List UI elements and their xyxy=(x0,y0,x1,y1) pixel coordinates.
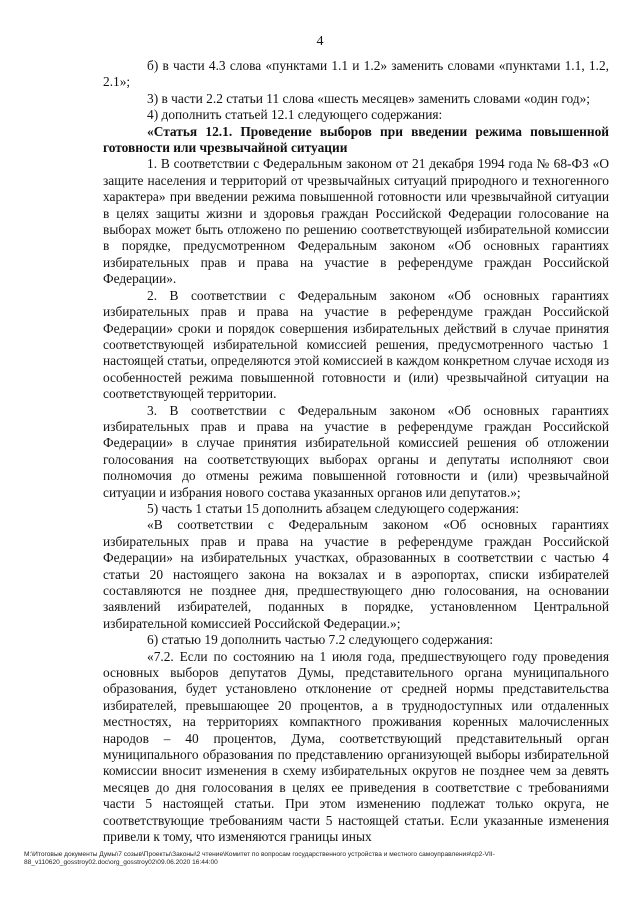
document-body xyxy=(103,58,609,846)
paragraph-4-3-amendment: б) в части 4.3 слова «пунктами 1.1 и 1.2» заменить словами «пунктами 1.1, 1.2, 2.1»; xyxy=(103,58,609,90)
paragraph-article-19-amendment: 6) статью 19 дополнить частью 7.2 следующего содержания: xyxy=(147,632,494,648)
article-12-1-part-2: 2. В соответствии с Федеральным законом «Об основных гарантиях избирательных прав и права на участие в референдуме граждан Российской Федерации» сроки и порядок совершения избирательных действий в случае принятия соответствующей избирательной комиссией решения, предусмотренного частью 1 настоящей статьи, определяются этой комиссией в каждом конкретном случае исходя из особенностей режима повышенной готовности и (или) чрезвычайной ситуации на соответствующей территории. xyxy=(103,287,609,402)
paragraph-article-11-amendment: 3) в части 2.2 статьи 11 слова «шесть месяцев» заменить словами «один год»; xyxy=(147,90,591,106)
footer-file-path: M:\Итоговые документы Думы\7 созыв\Проекты\Законы\2 чтение\Комитет по вопросам государственного устройства и местного самоуправления\cp2-VII-88_v110620_gosstroy02.doc\org_gosstroy02\09.06.2020 16:44:00 xyxy=(24,851,495,867)
page-number: 4 xyxy=(316,34,324,49)
article-12-1-heading: «Статья 12.1. Проведение выборов при введении режима повышенной готовности или чрезвычайной ситуации xyxy=(103,123,609,156)
paragraph-add-article-12-1: 4) дополнить статьей 12.1 следующего содержания: xyxy=(147,107,443,123)
article-15-new-paragraph: «В соответствии с Федеральным законом «Об основных гарантиях избирательных прав и права на участие в референдуме граждан Российской Федерации» на избирательных участках, образованных в соответствии с частью 4 статьи 20 настоящего закона на вокзалах и в аэропортах, списки избирателей составляются не позднее дня, предшествующего дню голосования, на основании заявлений избирателей, поданных в порядке, установленном Центральной избирательной комиссией Российской Федерации.»; xyxy=(103,517,609,631)
paragraph-article-15-amendment: 5) часть 1 статьи 15 дополнить абзацем следующего содержания: xyxy=(147,500,520,516)
article-12-1-part-3: 3. В соответствии с Федеральным законом «Об основных гарантиях избирательных прав и права на участие в референдуме граждан Российской Федерации» в случае принятия избирательной комиссией решения об отложении голосования на соответствующих выборах органы и депутаты исполняют свои полномочия до отмены режима повышенной готовности и (или) чрезвычайной ситуации и избрания нового состава указанных органов или депутатов.»; xyxy=(103,402,609,500)
article-12-1-part-1: 1. В соответствии с Федеральным законом от 21 декабря 1994 года № 68-ФЗ «О защите населения и территорий от чрезвычайных ситуаций природного и техногенного характера» при введении режима повышенной готовности или чрезвычайной ситуации в целях защиты жизни и здоровья граждан Российской Федерации голосование на выборах может быть отложено по решению соответствующей избирательной комиссии в порядке, предусмотренном Федеральным законом «Об основных гарантиях избирательных прав и права на участие в референдуме граждан Российской Федерации». xyxy=(103,156,609,287)
article-19-part-7-2: «7.2. Если по состоянию на 1 июля года, предшествующего году проведения основных выборов депутатов Думы, представительного органа муниципального образования, будет установлено отклонение от средней нормы представительства избирателей, превышающее 20 процентов, а в труднодоступных или отдаленных местностях, на территориях компактного проживания коренных малочисленных народов – 40 процентов, Дума, соответствующий представительный орган муниципального образования по представлению организующей выборы избирательной комиссии вносит изменения в схему избирательных округов не позднее чем за девять месяцев до дня голосования в целях ее приведения в соответствие с требованиями части 5 настоящей статьи. При этом изменению подлежат только округа, не соответствующие требованиям части 5 настоящей статьи. Если указанные изменения привели к тому, что изменяются границы иных xyxy=(103,648,609,845)
